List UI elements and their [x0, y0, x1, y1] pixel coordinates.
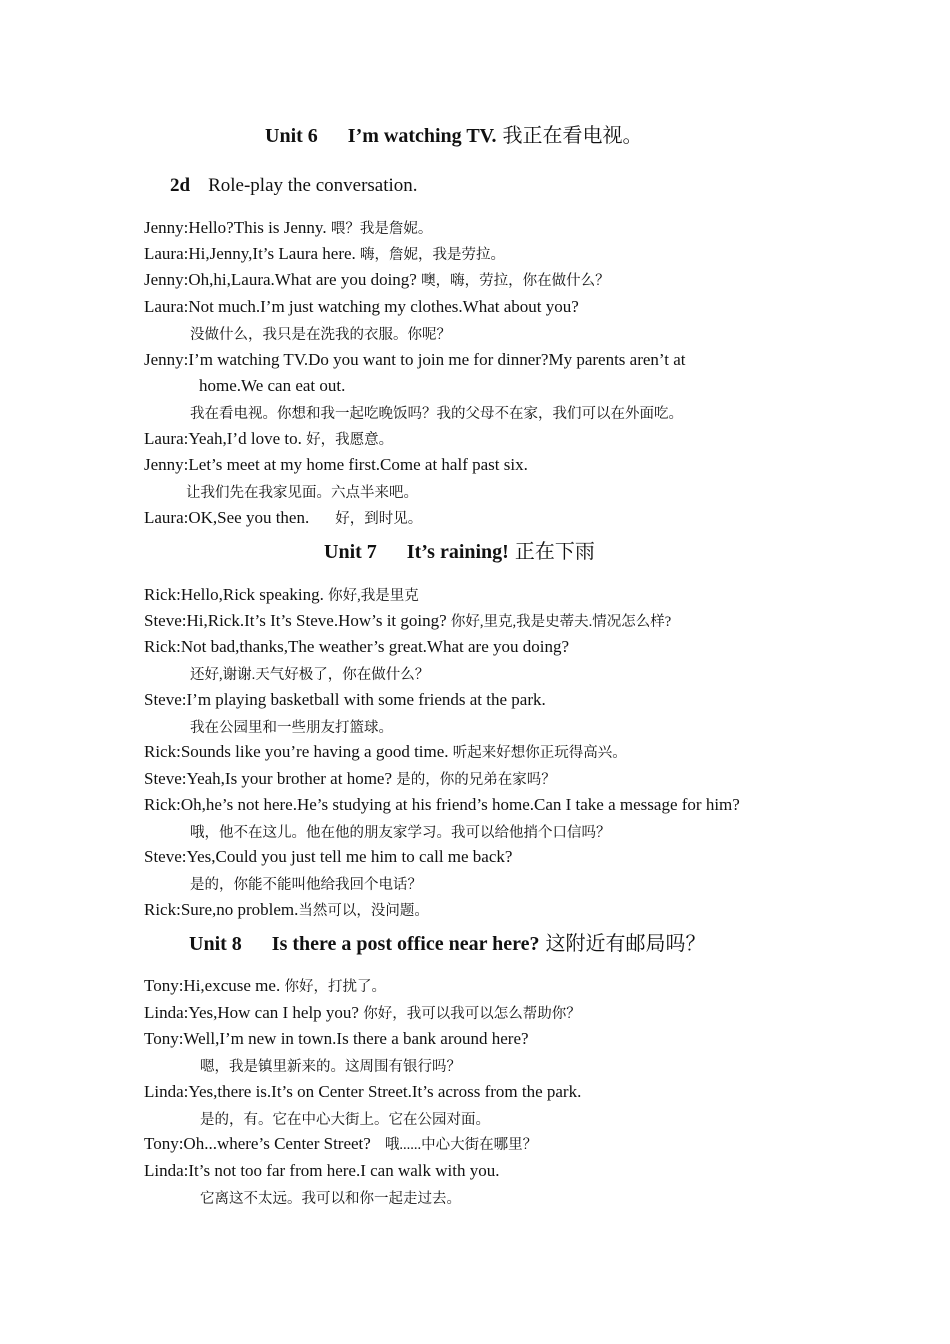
- dialogue-line: Laura:Not much.I’m just watching my clothes.What about you?: [144, 297, 579, 316]
- dialogue-line: Rick:Hello,Rick speaking. 你好,我是里克: [144, 585, 419, 604]
- translation-line: 我在公园里和一些朋友打篮球。: [190, 720, 393, 736]
- unit-title-cn: 我正在看电视。: [502, 125, 643, 147]
- translation-line: 让我们先在我家见面。六点半来吧。: [186, 485, 418, 501]
- unit-number: Unit 8: [189, 933, 242, 955]
- translation-line: 是的，有。它在中心大街上。它在公园对面。: [200, 1112, 490, 1128]
- unit-title-cn: 正在下雨: [514, 541, 595, 563]
- dialogue-line: Rick:Sounds like you’re having a good time. 听起来好想你正玩得高兴。: [144, 742, 627, 761]
- translation-line: 还好,谢谢.天气好极了，你在做什么？: [190, 667, 430, 683]
- dialogue-line: Rick:Not bad,thanks,The weather’s great.What are you doing?: [144, 637, 570, 656]
- dialogue-line: Linda:It’s not too far from here.I can walk with you.: [144, 1161, 500, 1180]
- unit-number: Unit 7: [324, 541, 377, 563]
- translation-line: 我在看电视。你想和我一起吃晚饭吗？我的父母不在家，我们可以在外面吃。: [190, 406, 683, 422]
- translation-line: 是的，你能不能叫他给我回个电话？: [190, 877, 422, 893]
- dialogue-line: Linda:Yes,How can I help you? 你好，我可以我可以怎么帮助你？: [144, 1003, 581, 1022]
- unit-8-title: [189, 932, 706, 956]
- dialogue-line: Tony:Well,I’m new in town.Is there a bank around here?: [144, 1029, 529, 1048]
- dialogue-line: Jenny:Oh,hi,Laura.What are you doing? 噢，嗨，劳拉，你在做什么？: [144, 270, 610, 289]
- dialogue-line: Laura:OK,See you then. 好，到时见。: [144, 508, 423, 527]
- dialogue-line: Jenny:Let’s meet at my home first.Come at half past six.: [144, 455, 528, 474]
- section-heading: [170, 175, 418, 197]
- dialogue-line: home.We can eat out.: [199, 376, 346, 395]
- unit-number: Unit 6: [265, 125, 318, 147]
- dialogue-line: Rick:Sure,no problem.当然可以，没问题。: [144, 900, 429, 919]
- dialogue-line: Jenny:I’m watching TV.Do you want to join me for dinner?My parents aren’t at: [144, 350, 686, 369]
- unit-title-en: It’s raining!: [406, 541, 509, 563]
- dialogue-line: Laura:Yeah,I’d love to. 好，我愿意。: [144, 429, 394, 448]
- unit-7-title: [324, 540, 595, 564]
- unit-title-cn: 这附近有邮局吗？: [545, 933, 706, 955]
- dialogue-line: Laura:Hi,Jenny,It’s Laura here. 嗨，詹妮，我是劳拉。: [144, 244, 506, 263]
- dialogue-line: Tony:Hi,excuse me. 你好，打扰了。: [144, 976, 386, 995]
- dialogue-line: Steve:I’m playing basketball with some friends at the park.: [144, 690, 546, 709]
- dialogue-line: Steve:Hi,Rick.It’s It’s Steve.How’s it going? 你好,里克,我是史蒂夫.情况怎么样?: [144, 611, 672, 630]
- dialogue-line: Jenny:Hello?This is Jenny. 喂？我是詹妮。: [144, 218, 433, 237]
- translation-line: 它离这不太远。我可以和你一起走过去。: [200, 1191, 461, 1207]
- unit-6-title: [265, 124, 643, 148]
- section-label: 2d: [170, 175, 191, 196]
- dialogue-line: Steve:Yes,Could you just tell me him to call me back?: [144, 847, 513, 866]
- translation-line: 没做什么，我只是在洗我的衣服。你呢？: [190, 327, 451, 343]
- unit-title-en: Is there a post office near here?: [271, 933, 540, 955]
- dialogue-line: Tony:Oh...where’s Center Street? 哦......中心大街在哪里？: [144, 1134, 538, 1153]
- translation-line: 哦，他不在这儿。他在他的朋友家学习。我可以给他捎个口信吗？: [190, 825, 611, 841]
- translation-line: 嗯，我是镇里新来的。这周围有银行吗？: [200, 1059, 461, 1075]
- dialogue-line: Linda:Yes,there is.It’s on Center Street.It’s across from the park.: [144, 1082, 582, 1101]
- dialogue-line: Rick:Oh,he’s not here.He’s studying at his friend’s home.Can I take a message for him?: [144, 795, 740, 814]
- section-text: Role-play the conversation.: [208, 175, 418, 196]
- unit-title-en: I’m watching TV.: [347, 125, 497, 147]
- dialogue-line: Steve:Yeah,Is your brother at home? 是的，你的兄弟在家吗？: [144, 769, 556, 788]
